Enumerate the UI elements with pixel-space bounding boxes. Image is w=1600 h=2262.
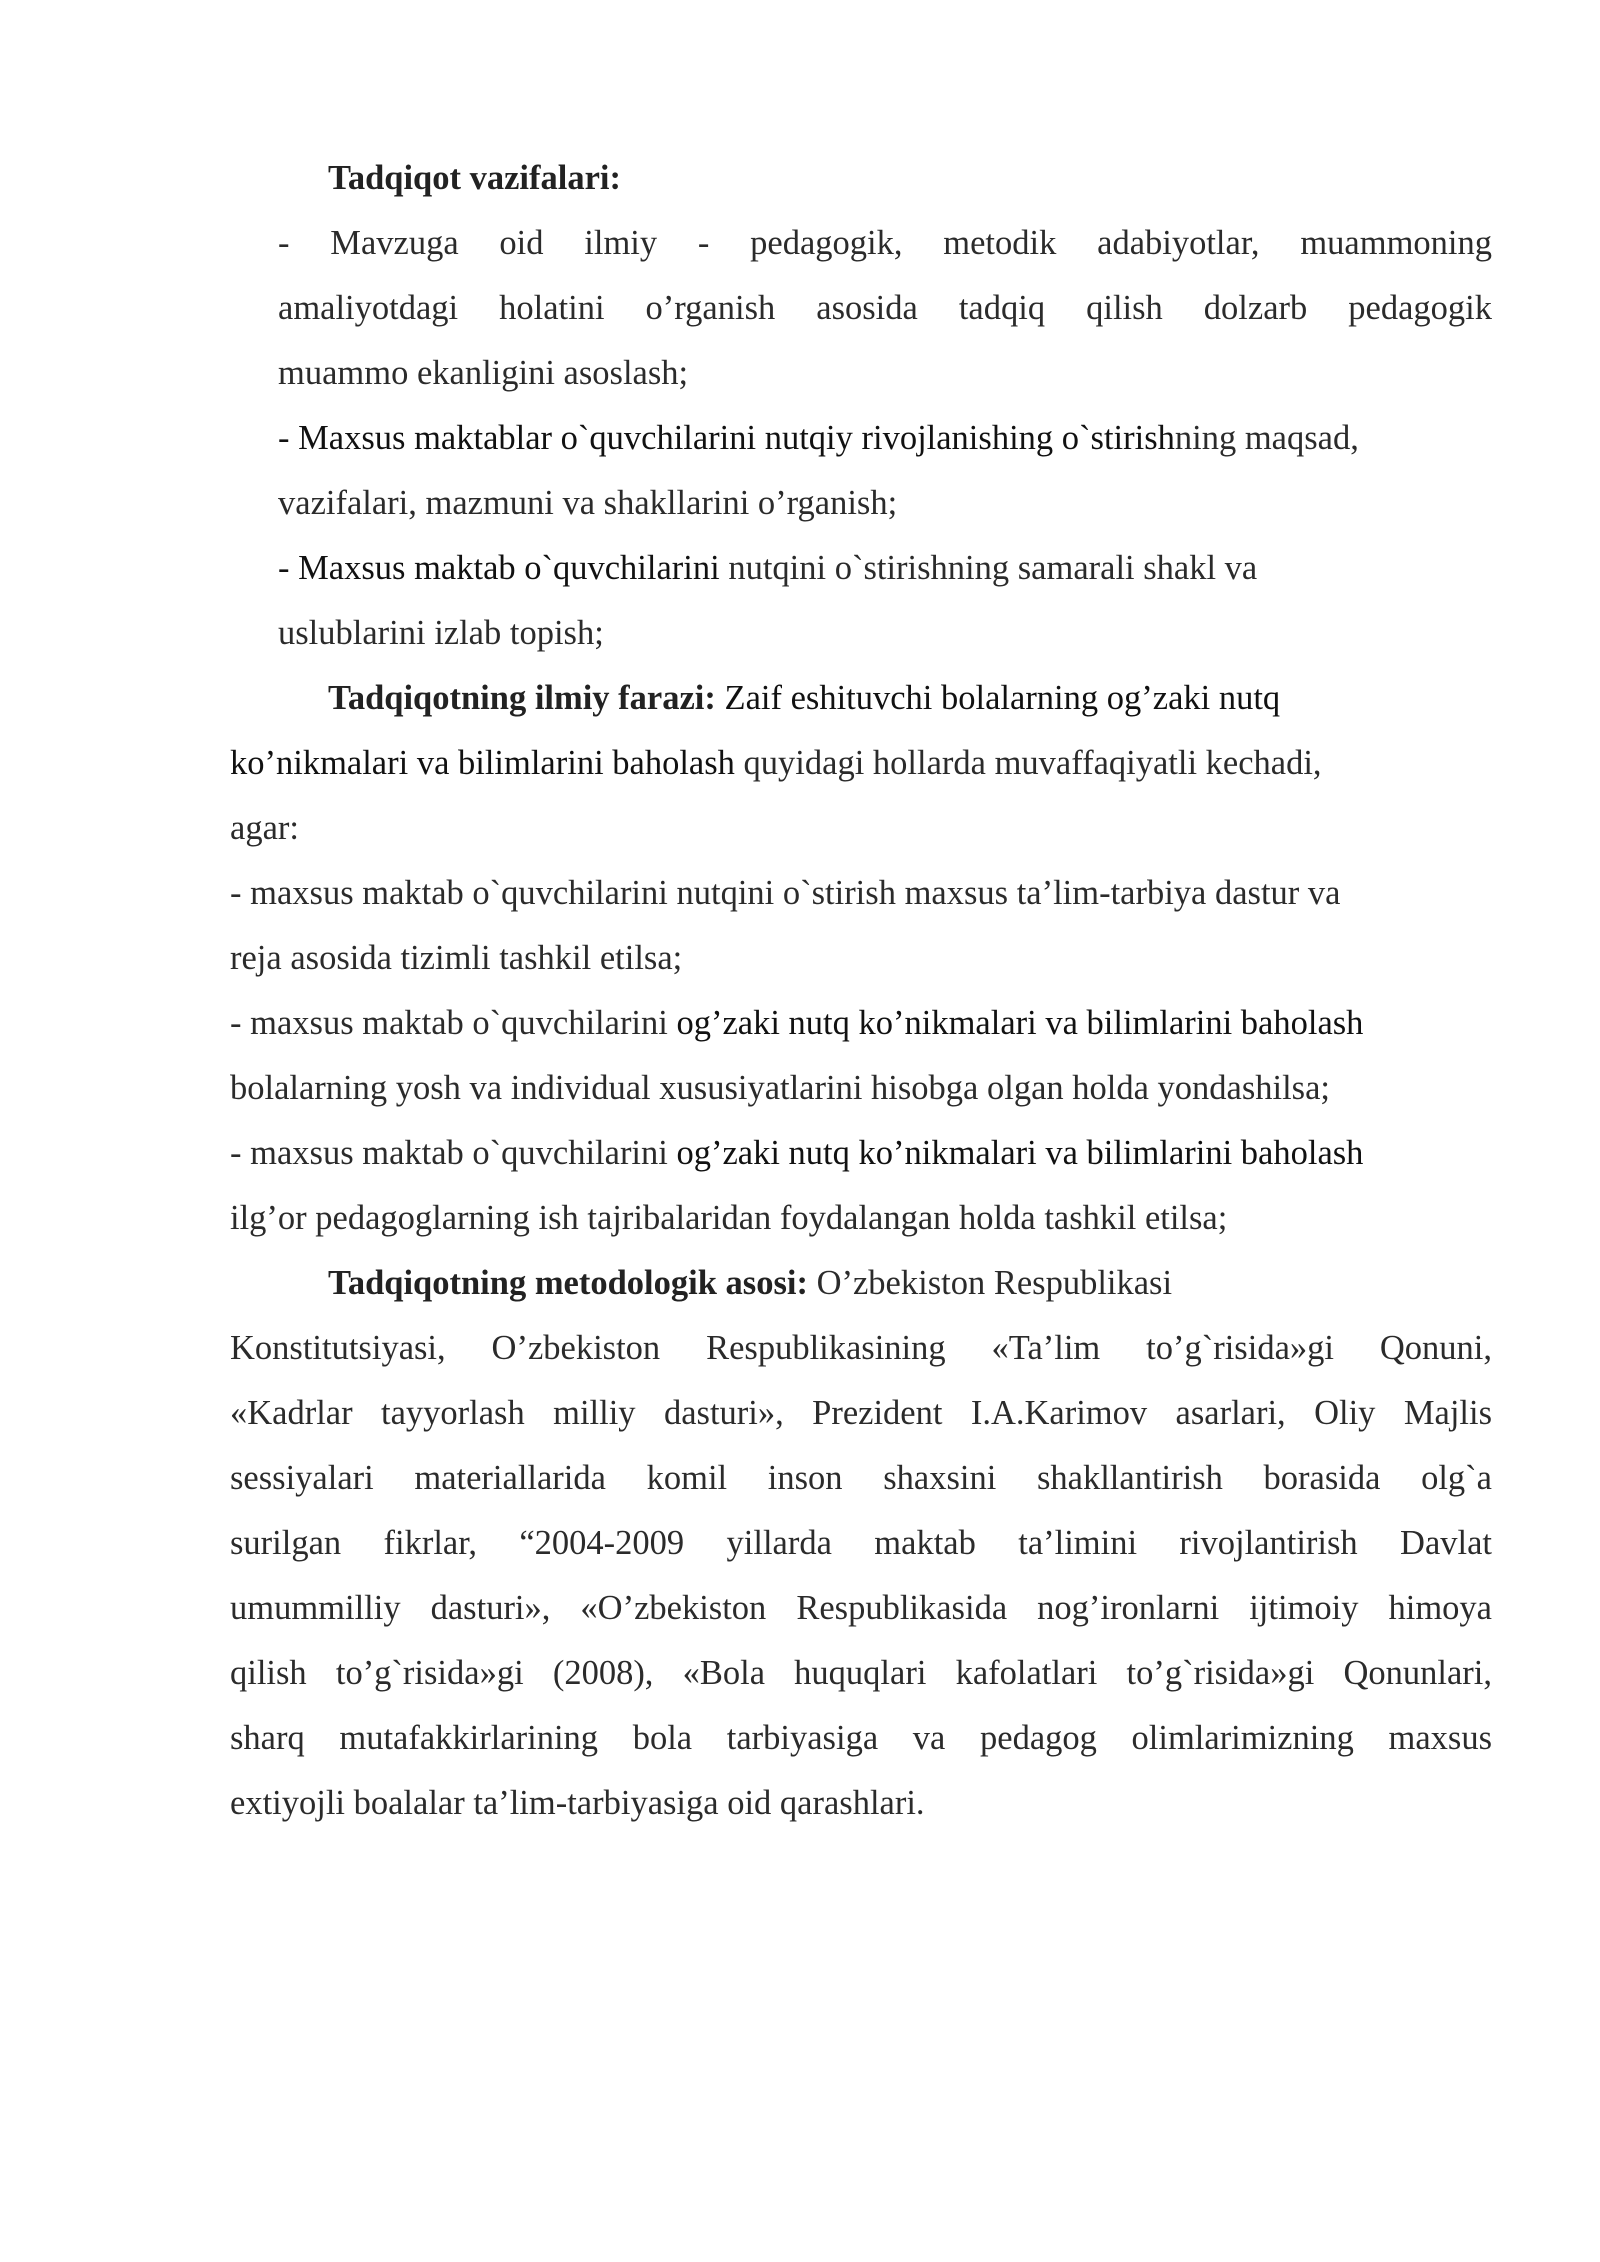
hypothesis-text-3: agar: bbox=[230, 809, 299, 847]
task-1-line-1 bbox=[230, 211, 1492, 276]
methodology-text-3: «Kadrlar tayyorlash milliy dasturi», Prezident I.A.Karimov asarlari, Oliy Majlis bbox=[230, 1394, 1492, 1432]
condition-3-text-1b: og’zaki nutq ko’nikmalari va bilimlarini baholash bbox=[676, 1134, 1364, 1172]
task-2-text-2: vazifalari, mazmuni va shakllarini o’rganish; bbox=[278, 484, 898, 522]
condition-2-line-2 bbox=[230, 1056, 1492, 1121]
methodology-line-3 bbox=[230, 1381, 1492, 1446]
methodology-text-4: sessiyalari materiallarida komil inson shaxsini shakllantirish borasida olg`a bbox=[230, 1459, 1492, 1497]
tasks-heading-line bbox=[230, 146, 1492, 211]
task-1-text-3: muammo ekanligini asoslash; bbox=[278, 354, 689, 392]
hypothesis-line-3 bbox=[230, 796, 1492, 861]
methodology-heading: Tadqiqotning metodologik asosi: bbox=[328, 1264, 808, 1302]
condition-3-line-2 bbox=[230, 1186, 1492, 1251]
task-3-text-1b: nutqini o`stirishning samarali shakl va bbox=[719, 549, 1258, 587]
methodology-text-8: sharq mutafakkirlarining bola tarbiyasiga va pedagog olimlarimizning maxsus bbox=[230, 1719, 1492, 1757]
hypothesis-line-1 bbox=[230, 666, 1492, 731]
task-3-line-2 bbox=[230, 601, 1492, 666]
document-page bbox=[230, 146, 1492, 1836]
task-3-text-1a: - Maxsus maktab o`quvchilarini bbox=[278, 549, 720, 587]
condition-2-text-2: bolalarning yosh va individual xususiyatlarini hisobga olgan holda yondashilsa; bbox=[230, 1069, 1331, 1107]
task-2-line-2 bbox=[230, 471, 1492, 536]
methodology-line-7 bbox=[230, 1641, 1492, 1706]
tasks-heading: Tadqiqot vazifalari: bbox=[328, 159, 621, 197]
condition-3-text-1a: - maxsus maktab o`quvchilarini bbox=[230, 1134, 677, 1172]
task-2-text-1b: ning maqsad, bbox=[1174, 419, 1359, 457]
methodology-line-2 bbox=[230, 1316, 1492, 1381]
methodology-text-7: qilish to’g`risida»gi (2008), «Bola huquqlari kafolatlari to’g`risida»gi Qonunlari, bbox=[230, 1654, 1492, 1692]
condition-1-line-2 bbox=[230, 926, 1492, 991]
condition-2-text-1a: - maxsus maktab o`quvchilarini bbox=[230, 1004, 677, 1042]
methodology-line-5 bbox=[230, 1511, 1492, 1576]
methodology-line-1 bbox=[230, 1251, 1492, 1316]
condition-1-text-2: reja asosida tizimli tashkil etilsa; bbox=[230, 939, 683, 977]
hypothesis-line-2 bbox=[230, 731, 1492, 796]
hypothesis-text-2a: ko’nikmalari va bilimlarini baholash bbox=[230, 744, 735, 782]
methodology-line-4 bbox=[230, 1446, 1492, 1511]
condition-3-text-2: ilg’or pedagoglarning ish tajribalaridan foydalangan holda tashkil etilsa; bbox=[230, 1199, 1228, 1237]
condition-1-text-1: - maxsus maktab o`quvchilarini nutqini o`stirish maxsus ta’lim-tarbiya dastur va bbox=[230, 874, 1341, 912]
task-1-line-3 bbox=[230, 341, 1492, 406]
methodology-text-2: Konstitutsiyasi, O’zbekiston Respublikasining «Ta’lim to’g`risida»gi Qonuni, bbox=[230, 1329, 1492, 1367]
methodology-text-6: umummilliy dasturi», «O’zbekiston Respublikasida nog’ironlarni ijtimoiy himoya bbox=[230, 1589, 1492, 1627]
methodology-line-8 bbox=[230, 1706, 1492, 1771]
task-1-line-2 bbox=[230, 276, 1492, 341]
hypothesis-heading: Tadqiqotning ilmiy farazi: bbox=[328, 679, 716, 717]
hypothesis-text-2b: quyidagi hollarda muvaffaqiyatli kechadi, bbox=[734, 744, 1322, 782]
methodology-text-1: O’zbekiston Respublikasi bbox=[807, 1264, 1173, 1302]
task-3-line-1 bbox=[230, 536, 1492, 601]
methodology-text-9: extiyojli boalalar ta’lim-tarbiyasiga oid qarashlari. bbox=[230, 1784, 925, 1822]
task-1-text-2: amaliyotdagi holatini o’rganish asosida tadqiq qilish dolzarb pedagogik bbox=[278, 289, 1492, 327]
condition-1-line-1 bbox=[230, 861, 1492, 926]
methodology-line-6 bbox=[230, 1576, 1492, 1641]
condition-3-line-1 bbox=[230, 1121, 1492, 1186]
methodology-text-5: surilgan fikrlar, “2004-2009 yillarda maktab ta’limini rivojlantirish Davlat bbox=[230, 1524, 1492, 1562]
condition-2-line-1 bbox=[230, 991, 1492, 1056]
task-3-text-2: uslublarini izlab topish; bbox=[278, 614, 604, 652]
hypothesis-text-1: Zaif eshituvchi bolalarning og’zaki nutq bbox=[715, 679, 1281, 717]
condition-2-text-1b: og’zaki nutq ko’nikmalari va bilimlarini baholash bbox=[676, 1004, 1364, 1042]
task-2-line-1 bbox=[230, 406, 1492, 471]
task-2-text-1a: - Maxsus maktablar o`quvchilarini nutqiy rivojlanishing o`stirish bbox=[278, 419, 1175, 457]
task-1-text-1: - Mavzuga oid ilmiy - pedagogik, metodik adabiyotlar, muammoning bbox=[278, 224, 1492, 262]
methodology-line-9 bbox=[230, 1771, 1492, 1836]
